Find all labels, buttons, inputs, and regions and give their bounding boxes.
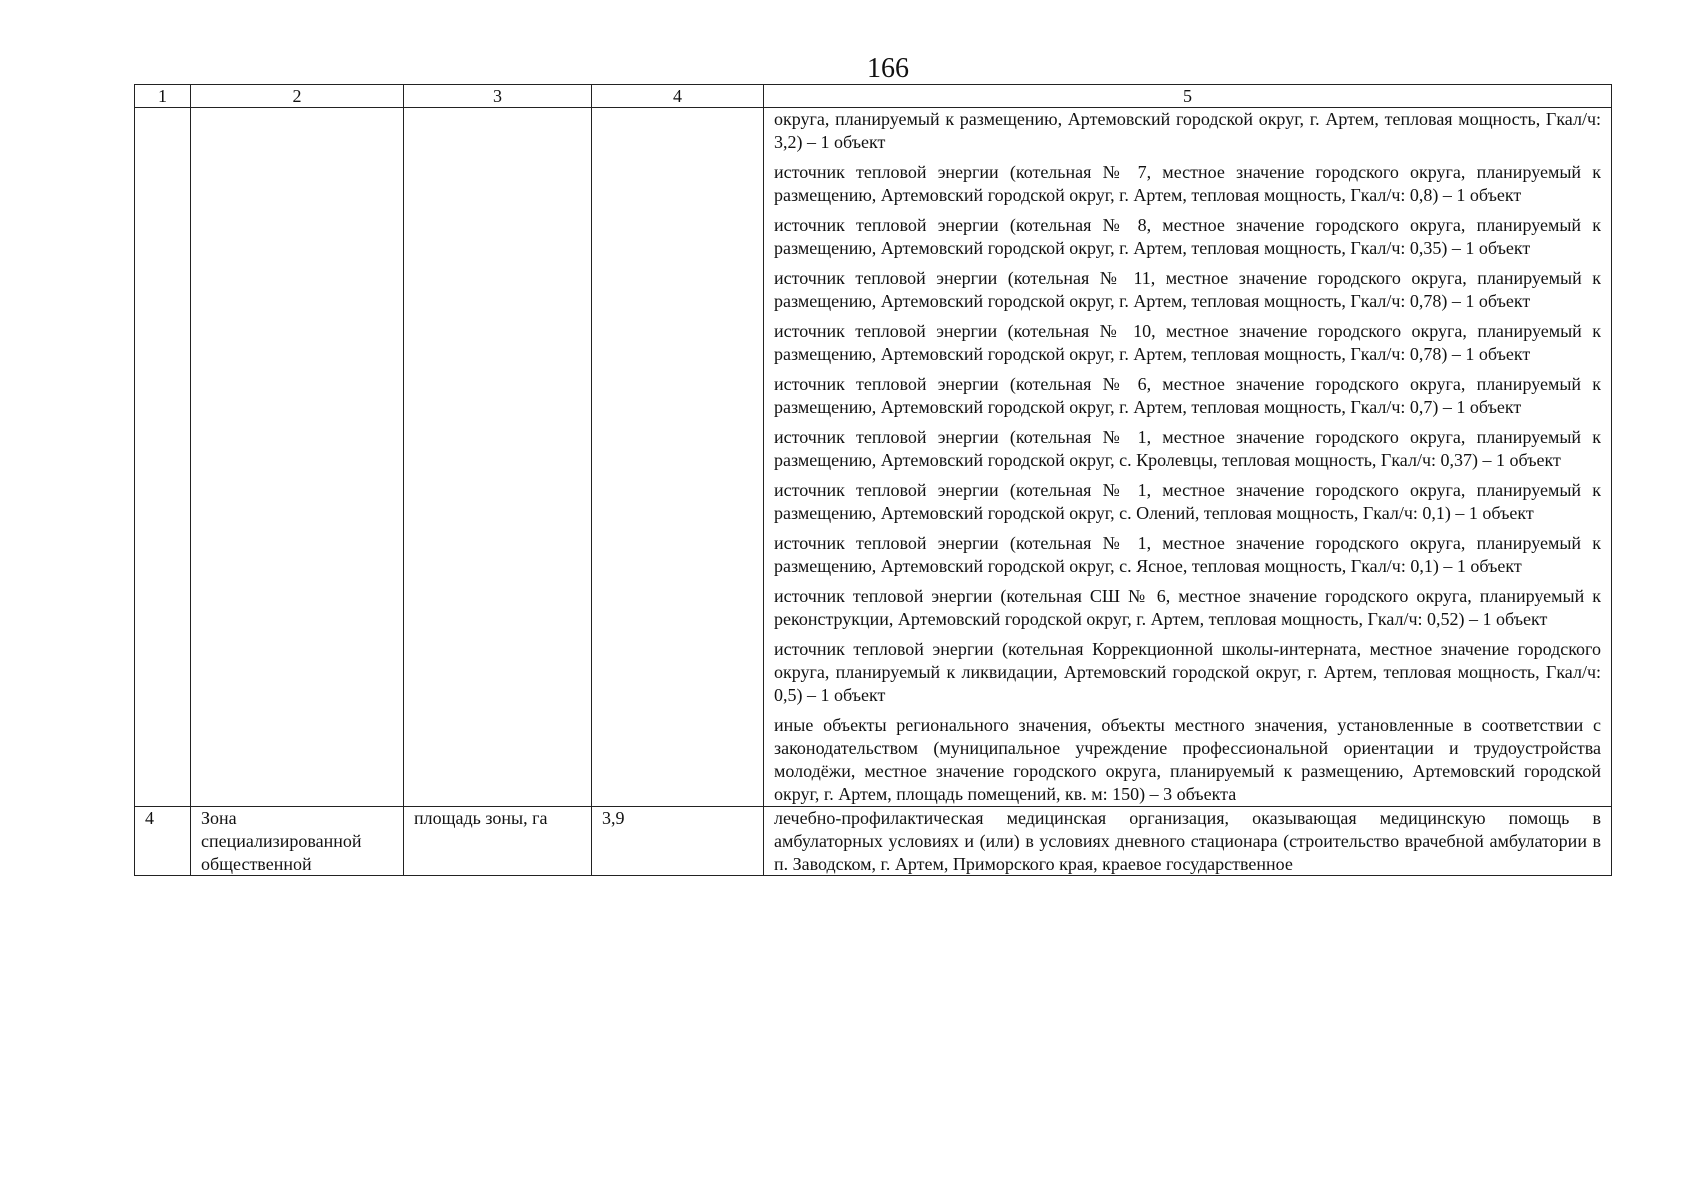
object-entry: источник тепловой энергии (котельная № 1, местное значение городского округа, планируемый к размещению, Артемовский городской округ, с. Кролевцы, тепловая мощность, Гкал/ч: 0,37) – 1 объект: [774, 427, 1601, 470]
object-entry: источник тепловой энергии (котельная № 7, местное значение городского округа, планируемый к размещению, Артемовский городской округ, г. Артем, тепловая мощность, Гкал/ч: 0,8) – 1 объект: [774, 162, 1601, 205]
table-row-4: [135, 807, 1612, 876]
cell-row-number: 4: [135, 807, 191, 876]
cell-num-empty: [135, 108, 191, 807]
cell-value-empty: [592, 108, 764, 807]
table-row-continuation: [135, 108, 1612, 807]
object-entry: источник тепловой энергии (котельная № 10, местное значение городского округа, планируемый к размещению, Артемовский городской округ, г. Артем, тепловая мощность, Гкал/ч: 0,78) – 1 объект: [774, 321, 1601, 364]
object-entry: округа, планируемый к размещению, Артемовский городской округ, г. Артем, тепловая мощность, Гкал/ч: 3,2) – 1 объект: [774, 109, 1601, 152]
header-col-3: 3: [404, 85, 592, 108]
object-entry: источник тепловой энергии (котельная № 8, местное значение городского округа, планируемый к размещению, Артемовский городской округ, г. Артем, тепловая мощность, Гкал/ч: 0,35) – 1 объект: [774, 215, 1601, 258]
zones-table: [134, 84, 1612, 876]
header-col-2: 2: [191, 85, 404, 108]
cell-zone-empty: [191, 108, 404, 807]
cell-objects: [764, 108, 1612, 807]
cell-description: [764, 807, 1612, 876]
object-entry: источник тепловой энергии (котельная СШ № 6, местное значение городского округа, планируемый к реконструкции, Артемовский городской округ, г. Артем, тепловая мощность, Гкал/ч: 0,52) – 1 объект: [774, 586, 1601, 629]
zone-name-text: Зона специализированной общественной: [201, 808, 362, 874]
description-text: лечебно-профилактическая медицинская организация, оказывающая медицинскую помощь в амбулаторных условиях и (или) в условиях дневного стационара (строительство врачебной амбулатории в п. Заводском, г. Артем, Приморского края, краевое государственное: [774, 808, 1601, 874]
object-entry: источник тепловой энергии (котельная Коррекционной школы-интерната, местное значение городского округа, планируемый к ликвидации, Артемовский городской округ, г. Артем, тепловая мощность, Гкал/ч: 0,5) – 1 объект: [774, 639, 1601, 705]
object-entry: источник тепловой энергии (котельная № 1, местное значение городского округа, планируемый к размещению, Артемовский городской округ, с. Олений, тепловая мощность, Гкал/ч: 0,1) – 1 объект: [774, 480, 1601, 523]
cell-value: 3,9: [592, 807, 764, 876]
header-col-4: 4: [592, 85, 764, 108]
page-number: 166: [867, 53, 909, 84]
cell-parameter: площадь зоны, га: [404, 807, 592, 876]
object-entry: иные объекты регионального значения, объекты местного значения, установленные в соответствии с законодательством (муниципальное учреждение профессиональной ориентации и трудоустройства молодёжи, местное значение городского округа, планируемый к размещению, Артемовский городской округ, г. Артем, площадь помещений, кв. м: 150) – 3 объекта: [774, 715, 1601, 804]
object-entry: источник тепловой энергии (котельная № 11, местное значение городского округа, планируемый к размещению, Артемовский городской округ, г. Артем, тепловая мощность, Гкал/ч: 0,78) – 1 объект: [774, 268, 1601, 311]
header-col-5: 5: [764, 85, 1612, 108]
header-col-1: 1: [135, 85, 191, 108]
cell-param-empty: [404, 108, 592, 807]
object-entry: источник тепловой энергии (котельная № 1, местное значение городского округа, планируемый к размещению, Артемовский городской округ, с. Ясное, тепловая мощность, Гкал/ч: 0,1) – 1 объект: [774, 533, 1601, 576]
table-header-row: [135, 85, 1612, 108]
cell-zone-name: [191, 807, 404, 876]
object-entry: источник тепловой энергии (котельная № 6, местное значение городского округа, планируемый к размещению, Артемовский городской округ, г. Артем, тепловая мощность, Гкал/ч: 0,7) – 1 объект: [774, 374, 1601, 417]
